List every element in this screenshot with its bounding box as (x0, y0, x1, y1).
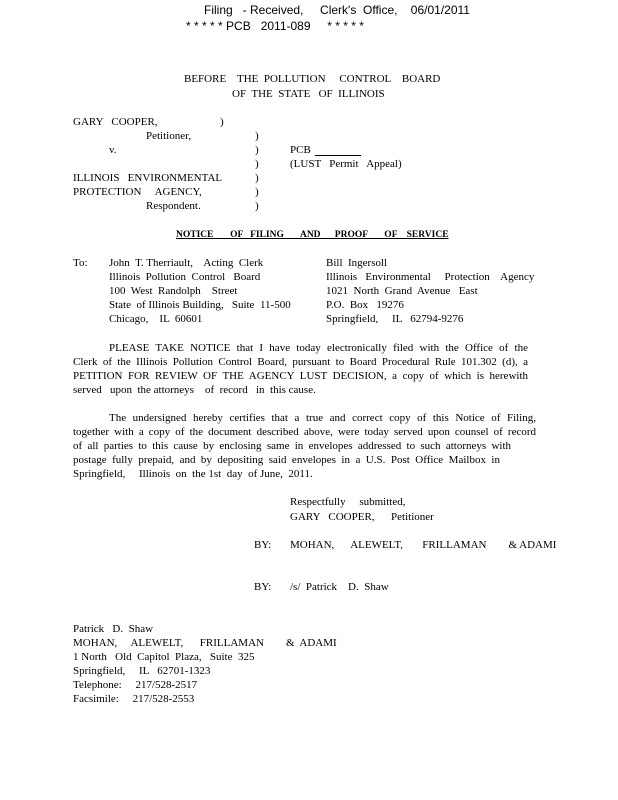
filing-stamp-line1: Filing - Received, Clerk's Office, 06/01/2011 (204, 3, 470, 17)
caption-paren: ) (255, 200, 259, 212)
petitioner-role: Petitioner, (146, 130, 192, 142)
attorney-facsimile: Facsimile: 217/528-2553 (73, 693, 195, 705)
recipient-clerk-building: State of Illinois Building, Suite 11-500 (109, 299, 291, 311)
caption-paren: ) (255, 144, 259, 156)
certificate-paragraph-line: The undersigned hereby certifies that a true and correct copy of this Notice of Filing, (109, 412, 536, 424)
notice-paragraph-line: PLEASE TAKE NOTICE that I have today electronically filed with the Office of the (109, 342, 528, 354)
caption-paren: ) (255, 130, 259, 142)
court-title-line2: OF THE STATE OF ILLINOIS (232, 88, 385, 100)
caption-paren: ) (220, 116, 224, 128)
recipient-clerk-street: 100 West Randolph Street (109, 285, 238, 297)
certificate-paragraph-line: Springfield, Illinois on the 1st day of June, 2011. (73, 468, 313, 480)
attorney-city: Springfield, IL 62701-1323 (73, 665, 211, 677)
attorney-firm: MOHAN, ALEWELT, FRILLAMAN & ADAMI (73, 637, 337, 649)
to-label: To: (73, 257, 88, 269)
recipient-clerk-city: Chicago, IL 60601 (109, 313, 203, 325)
attorney-telephone: Telephone: 217/528-2517 (73, 679, 198, 691)
attorney-signature: /s/ Patrick D. Shaw (290, 581, 389, 593)
case-type: (LUST Permit Appeal) (290, 158, 402, 170)
attorney-name: Patrick D. Shaw (73, 623, 154, 635)
law-firm-signature: MOHAN, ALEWELT, FRILLAMAN & ADAMI (290, 539, 557, 551)
court-title-line1: BEFORE THE POLLUTION CONTROL BOARD (184, 73, 441, 85)
caption-paren: ) (255, 186, 259, 198)
notice-paragraph-line: PETITION FOR REVIEW OF THE AGENCY LUST DECISION, a copy of which is herewith (73, 370, 528, 382)
recipient-agency-city: Springfield, IL 62794-9276 (326, 313, 464, 325)
notice-heading: NOTICE OF FILING AND PROOF OF SERVICE (176, 230, 449, 240)
signing-party: GARY COOPER, Petitioner (290, 511, 434, 523)
recipient-clerk-org: Illinois Pollution Control Board (109, 271, 261, 283)
certificate-paragraph-line: of all parties to this cause by enclosing same in envelopes addressed to such attorneys with (73, 440, 511, 452)
caption-paren: ) (255, 172, 259, 184)
by-label: BY: (254, 539, 272, 551)
notice-paragraph-line: served upon the attorneys of record in this cause. (73, 384, 316, 396)
respondent-name-line2: PROTECTION AGENCY, (73, 186, 202, 198)
respondent-role: Respondent. (146, 200, 201, 212)
recipient-agency-street: 1021 North Grand Avenue East (326, 285, 478, 297)
notice-paragraph-line: Clerk of the Illinois Pollution Control Board, pursuant to Board Procedural Rule 101.302 (d), a (73, 356, 528, 368)
recipient-agency-name: Bill Ingersoll (326, 257, 388, 269)
filing-stamp-line2: * * * * * PCB 2011-089 * * * * * (186, 19, 364, 33)
caption-paren: ) (255, 158, 259, 170)
recipient-clerk-name: John T. Therriault, Acting Clerk (109, 257, 264, 269)
respondent-name-line1: ILLINOIS ENVIRONMENTAL (73, 172, 223, 184)
by-label: BY: (254, 581, 272, 593)
recipient-agency-org: Illinois Environmental Protection Agency (326, 271, 535, 283)
recipient-agency-pobox: P.O. Box 19276 (326, 299, 404, 311)
pcb-number-blank (315, 155, 361, 156)
closing: Respectfully submitted, (290, 496, 406, 508)
versus-label: v. (109, 144, 117, 156)
pcb-label: PCB (290, 144, 311, 156)
attorney-street: 1 North Old Capitol Plaza, Suite 325 (73, 651, 255, 663)
certificate-paragraph-line: postage fully prepaid, and by depositing said envelopes in a U.S. Post Office Mailbox in (73, 454, 500, 466)
petitioner-name: GARY COOPER, (73, 116, 158, 128)
certificate-paragraph-line: together with a copy of the document described above, were today served upon counsel of record (73, 426, 536, 438)
